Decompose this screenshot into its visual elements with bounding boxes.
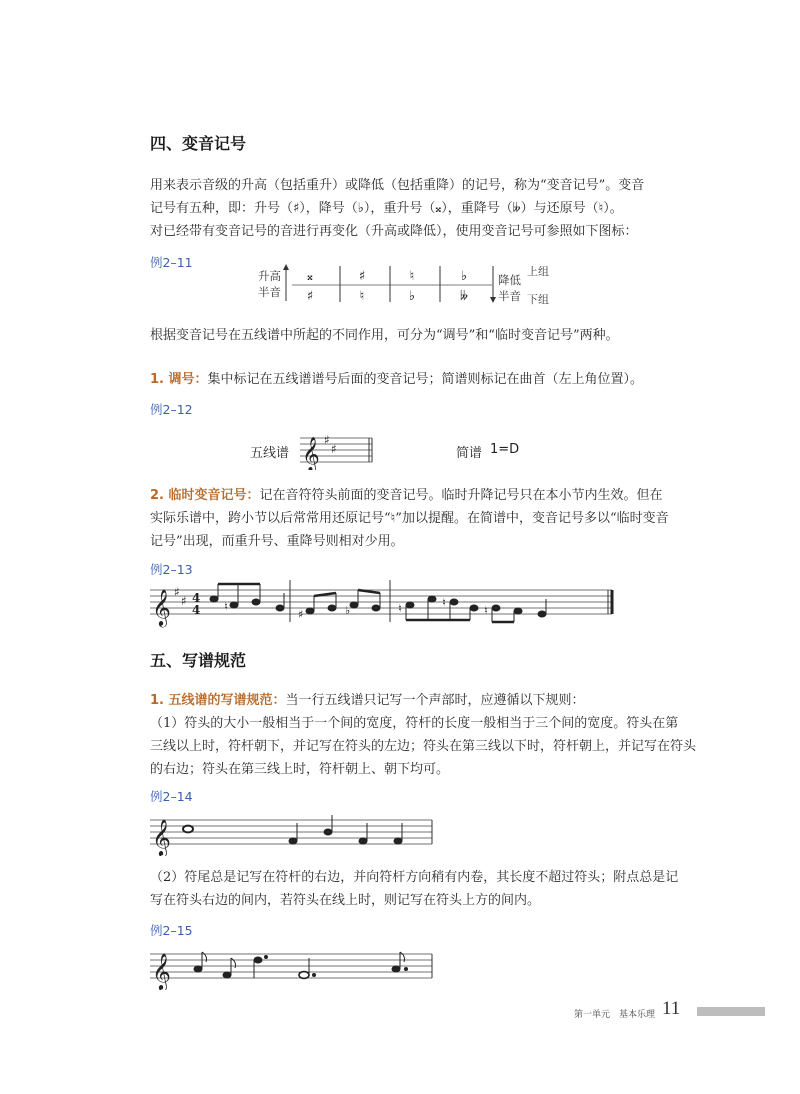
lower-group-label: 下组 xyxy=(527,293,549,306)
upper-sign: ♭ xyxy=(460,269,468,284)
example-label-2-11: 例2–11 xyxy=(150,255,193,270)
treble-clef-icon: 𝄞 xyxy=(152,588,171,626)
down-arrow-icon xyxy=(490,266,496,303)
svg-text:♭: ♭ xyxy=(345,604,351,617)
rule-2-line-2: 写在符头右边的间内，若符头在线上时，则记写在符头上方的间内。 xyxy=(150,893,541,908)
lower-sign: ♮ xyxy=(359,289,365,304)
jianpu-key: 1=D xyxy=(490,442,520,457)
rule-1-line-1: （1）符头的大小一般相当于一个间的宽度，符杆的长度一般相当于三个间的宽度。符头在第 xyxy=(150,716,679,731)
sharp-icon: ♯ xyxy=(174,585,180,599)
sharp-icon: ♯ xyxy=(181,594,187,608)
staff-label: 五线谱 xyxy=(250,446,290,461)
time-signature: 4 xyxy=(192,603,201,617)
sharp-icon: ♯ xyxy=(324,433,330,447)
upper-sign: 𝄪 xyxy=(307,269,313,283)
para-3: 根据变音记号在五线谱中所起的不同作用，可分为“调号”和“临时变音记号”两种。 xyxy=(150,328,619,343)
measure-1-notes xyxy=(210,580,390,622)
raise-label-top: 升高 xyxy=(258,269,281,283)
raise-label-bottom: 半音 xyxy=(258,285,281,299)
upper-sign: ♯ xyxy=(358,269,366,284)
upper-sign: ♮ xyxy=(409,269,415,284)
item-2-line-2: 实际乐谱中，跨小节以后常常用还原记号“♮”加以提醒。在简谱中，变音记号多以“临时变音 xyxy=(150,511,669,526)
para-1-line-1: 用来表示音级的升高（包括重升）或降低（包括重降）的记号，称为“变音记号”。变音 xyxy=(150,178,645,193)
jianpu-label: 简谱 xyxy=(456,446,483,461)
svg-text:♯: ♯ xyxy=(298,608,304,621)
time-signature: 4 xyxy=(192,591,201,605)
item-1-text-5: 当一行五线谱只记写一个声部时，应遵循以下规则： xyxy=(285,693,585,708)
treble-clef-icon: 𝄞 xyxy=(302,437,320,470)
section-title-4: 四、变音记号 xyxy=(150,134,247,153)
sharp-icon: ♯ xyxy=(331,442,337,456)
svg-text:♮: ♮ xyxy=(484,604,488,617)
accidental-chart xyxy=(240,258,580,308)
footer-unit-label: 第一单元 基本乐理 xyxy=(574,1010,656,1020)
notes xyxy=(183,815,402,844)
svg-text:♮: ♮ xyxy=(224,600,228,613)
accidentals-staff-example xyxy=(148,578,618,628)
item-2-line-1 xyxy=(150,484,663,507)
lower-sign: ♭ xyxy=(408,289,416,304)
svg-text:♮: ♮ xyxy=(442,596,446,609)
example-label-2-14: 例2–14 xyxy=(150,789,193,804)
rule-1-line-2: 三线以上时，符杆朝下，并记写在符头的左边；符头在第三线以下时，符杆朝上，并记写在符头 xyxy=(150,739,697,754)
svg-text:♮: ♮ xyxy=(398,602,402,615)
notes xyxy=(194,952,408,978)
example-label-2-13: 例2–13 xyxy=(150,562,193,577)
treble-clef-icon: 𝄞 xyxy=(152,952,171,990)
page-number: 11 xyxy=(662,998,681,1019)
section-title-5: 五、写谱规范 xyxy=(150,651,247,670)
measure-2-notes xyxy=(398,590,612,622)
item-1-text: 集中标记在五线谱谱号后面的变音记号；简谱则标记在曲首（左上角位置）。 xyxy=(207,372,644,387)
example-label-2-12: 例2–12 xyxy=(150,402,193,417)
treble-clef-icon: 𝄞 xyxy=(152,818,171,856)
key-signature-staff xyxy=(298,430,378,470)
item-2-text-1: 记在音符符头前面的变音记号。临时升降记号只在本小节内生效。但在 xyxy=(259,488,663,503)
lower-label-bottom: 半音 xyxy=(498,289,521,303)
para-2: 对已经带有变音记号的音进行再变化（升高或降低），使用变音记号可参照如下图标： xyxy=(150,224,638,239)
rule-2-line-1: （2）符尾总是记写在符杆的右边，并向符杆方向稍有内卷，其长度不超过符头；附点总是记 xyxy=(150,870,679,885)
rule-1-line-3: 的右边；符头在第三线上时，符杆朝上、朝下均可。 xyxy=(150,762,450,777)
flags-dots-staff xyxy=(148,942,438,990)
para-1-line-2: 记号有五种，即：升号（♯），降号（♭），重升号（𝄪），重降号（𝄫）与还原号（♮）。 xyxy=(150,201,623,216)
item-1-term: 1. 调号： xyxy=(150,372,208,387)
up-arrow-icon xyxy=(283,264,289,301)
lower-sign: ♯ xyxy=(306,289,314,304)
item-1-term-5: 1. 五线谱的写谱规范： xyxy=(150,693,286,708)
item-2-term: 2. 临时变音记号： xyxy=(150,488,260,503)
example-label-2-15: 例2–15 xyxy=(150,923,193,938)
stem-direction-staff xyxy=(148,808,438,856)
lower-label-top: 降低 xyxy=(498,273,521,287)
item-1-key-signature xyxy=(150,368,643,391)
lower-sign: 𝄫 xyxy=(460,289,468,304)
footer-bar xyxy=(697,1007,765,1016)
item-1-notation-rules xyxy=(150,689,585,712)
item-2-line-3: 记号”出现，而重升号、重降号则相对少用。 xyxy=(150,534,404,549)
upper-group-label: 上组 xyxy=(527,265,549,278)
